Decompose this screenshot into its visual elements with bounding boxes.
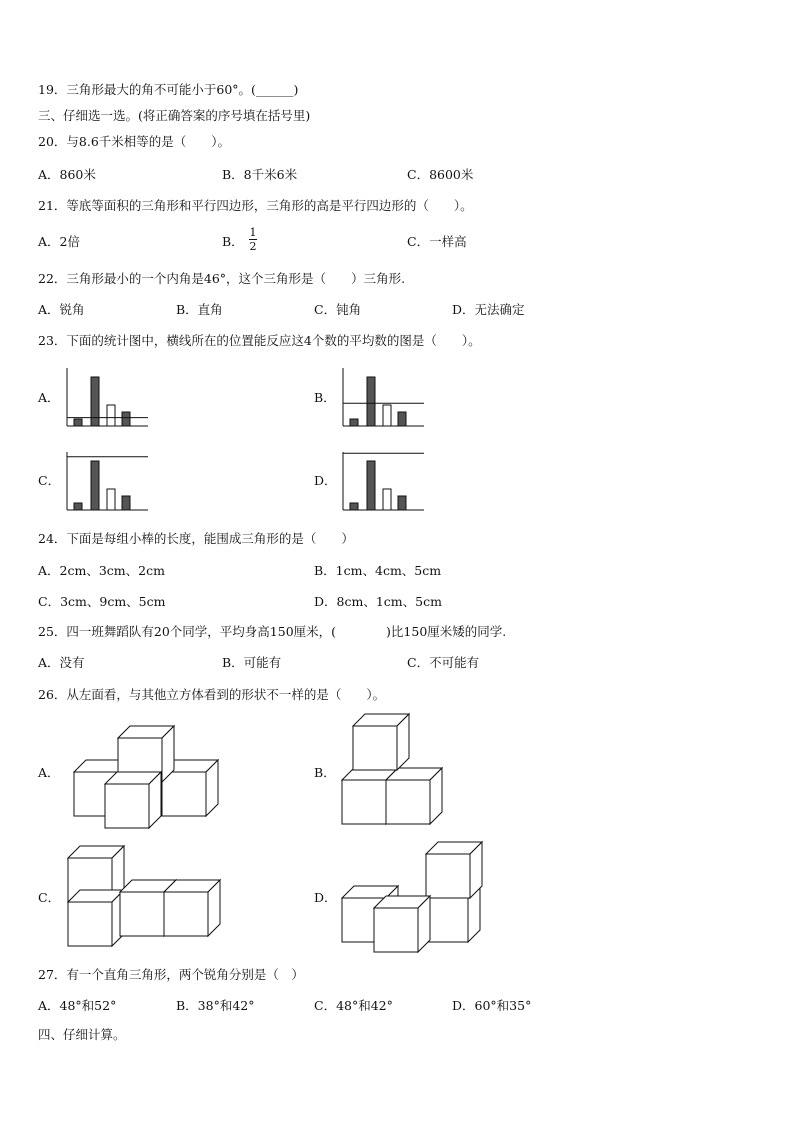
q22-option-a[interactable]: A．锐角: [38, 302, 85, 317]
q26-option-c-label[interactable]: C．: [38, 890, 61, 905]
cube: [374, 896, 430, 952]
section-4-heading: 四、仔细计算。: [38, 1027, 126, 1042]
q25-option-c[interactable]: C．不可能有: [407, 655, 480, 670]
q21-option-b-prefix: B．: [222, 234, 244, 249]
q27-option-b[interactable]: B．38°和42°: [176, 998, 255, 1013]
q25-option-a[interactable]: A．没有: [38, 655, 85, 670]
q23-option-d-label[interactable]: D．: [314, 473, 337, 488]
q25-option-b[interactable]: B．可能有: [222, 655, 282, 670]
q21-option-a[interactable]: A．2倍: [38, 234, 80, 249]
q24-option-b[interactable]: B．1cm、4cm、5cm: [314, 563, 442, 578]
cube: [353, 714, 409, 770]
cube: [105, 772, 161, 828]
question-19: 19．三角形最大的角不可能小于60°。(______): [38, 82, 299, 97]
q26-option-b-label[interactable]: B．: [314, 765, 336, 780]
question-20-stem: 20．与8.6千米相等的是（ ）。: [38, 134, 231, 149]
question-27-stem: 27．有一个直角三角形，两个锐角分别是（ ）: [38, 967, 304, 982]
cube: [68, 890, 124, 946]
q21-option-c[interactable]: C．一样高: [407, 234, 467, 249]
question-26-stem: 26．从左面看，与其他立方体看到的形状不一样的是（ ）。: [38, 687, 386, 702]
fraction-denominator: 2: [249, 240, 257, 253]
q20-option-a[interactable]: A．860米: [38, 167, 96, 182]
q26-option-a-label[interactable]: A．: [38, 765, 60, 780]
question-23-stem: 23．下面的统计图中，横线所在的位置能反应这4个数的平均数的图是（ ）。: [38, 333, 481, 348]
question-21-stem: 21．等底等面积的三角形和平行四边形，三角形的高是平行四边形的（ ）。: [38, 198, 473, 213]
cube: [386, 768, 442, 824]
q27-option-a[interactable]: A．48°和52°: [38, 998, 117, 1013]
q24-option-a[interactable]: A．2cm、3cm、2cm: [38, 563, 165, 578]
q24-option-c[interactable]: C．3cm、9cm、5cm: [38, 594, 166, 609]
question-24-stem: 24．下面是每组小棒的长度，能围成三角形的是（ ）: [38, 531, 354, 546]
question-22-stem: 22．三角形最小的一个内角是46°，这个三角形是（ ）三角形.: [38, 271, 406, 286]
q23-option-a-label[interactable]: A．: [38, 390, 60, 405]
cube: [426, 842, 482, 898]
q22-option-c[interactable]: C．钝角: [314, 302, 362, 317]
question-25-stem: 25．四一班舞蹈队有20个同学，平均身高150厘米，( )比150厘米矮的同学.: [38, 624, 507, 639]
q22-option-d[interactable]: D．无法确定: [452, 302, 525, 317]
q27-option-c[interactable]: C．48°和42°: [314, 998, 393, 1013]
q27-option-d[interactable]: D．60°和35°: [452, 998, 532, 1013]
section-3-heading: 三、仔细选一选。(将正确答案的序号填在括号里): [38, 108, 311, 123]
q24-option-d[interactable]: D．8cm、1cm、5cm: [314, 594, 442, 609]
q20-option-b[interactable]: B．8千米6米: [222, 167, 298, 182]
q22-option-b[interactable]: B．直角: [176, 302, 223, 317]
fraction-numerator: 1: [249, 226, 257, 239]
q20-option-c[interactable]: C．8600米: [407, 167, 474, 182]
cube: [164, 880, 220, 936]
q23-option-c-label[interactable]: C．: [38, 473, 61, 488]
q23-option-b-label[interactable]: B．: [314, 390, 336, 405]
q26-option-d-label[interactable]: D．: [314, 890, 337, 905]
